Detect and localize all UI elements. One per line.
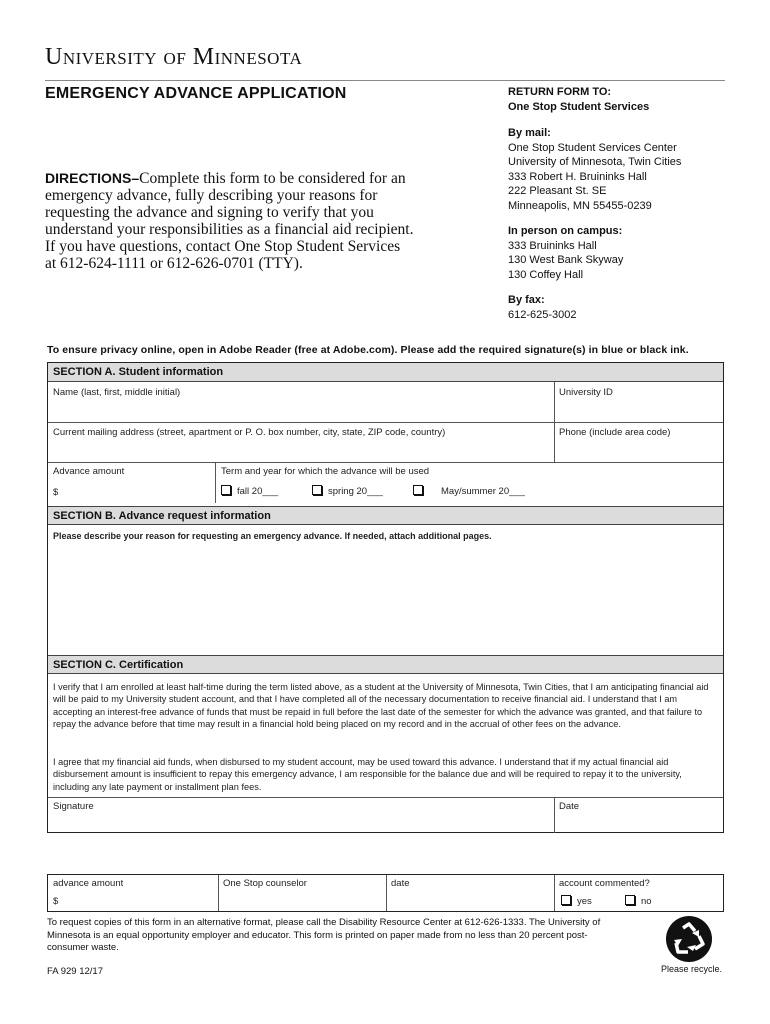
directions-text: Complete this form to be considered for an emergency advance, fully describing your reasons for requesting the advance and signing to verify that you understand your responsibilities as a financial aid recipient. If you have questions, contact One Stop Student Services at 612-624-1111 or 612-626-0701 (TTY). xyxy=(45,170,414,272)
reason-prompt: Please describe your reason for requesting an emergency advance. If needed, attach additional pages. xyxy=(53,531,492,541)
campus-line: 130 West Bank Skyway xyxy=(508,254,624,266)
advance-amount-label: Advance amount xyxy=(53,466,125,477)
divider xyxy=(554,875,555,911)
account-no-option[interactable]: no xyxy=(625,895,652,907)
fax-heading: By fax: xyxy=(508,294,545,306)
divider xyxy=(48,462,723,463)
address-field[interactable] xyxy=(48,423,554,462)
campus-heading: In person on campus: xyxy=(508,225,623,237)
mail-heading: By mail: xyxy=(508,127,551,139)
signature-label: Signature xyxy=(53,801,94,812)
form-number: FA 929 12/17 xyxy=(47,966,103,977)
fall-checkbox[interactable] xyxy=(221,485,231,495)
mail-line: 222 Pleasant St. SE xyxy=(508,185,607,197)
date-label: Date xyxy=(559,801,580,812)
name-field[interactable] xyxy=(48,382,554,422)
name-label: Name (last, first, middle initial) xyxy=(53,387,181,398)
counselor-field[interactable] xyxy=(219,875,386,911)
application-form xyxy=(47,362,724,833)
term-option-fall[interactable]: fall 20___ xyxy=(221,485,278,497)
reason-textarea[interactable] xyxy=(48,545,723,653)
fax-number: 612-625-3002 xyxy=(508,308,577,321)
section-c-header: SECTION C. Certification xyxy=(48,655,723,674)
term-label: Term and year for which the advance will be used xyxy=(221,466,430,477)
spring-checkbox[interactable] xyxy=(312,485,322,495)
account-commented-label: account commented? xyxy=(559,878,650,889)
certification-paragraph-2: I agree that my financial aid funds, when disbursed to my student account, may be used toward this advance. I understand that if my actual financial aid disbursement amount is insufficient to repay this emergency advance, I am responsible for the balance due and will be required to repay it to the university, including any late payment or installment plan fees. xyxy=(53,757,682,792)
mail-line: University of Minnesota, Twin Cities xyxy=(508,156,682,168)
advance-amount-field[interactable] xyxy=(62,481,212,501)
no-checkbox[interactable] xyxy=(625,895,635,905)
mail-line: Minneapolis, MN 55455-0239 xyxy=(508,199,652,212)
office-amount-label: advance amount xyxy=(53,878,124,889)
return-address-block xyxy=(508,85,728,322)
directions-paragraph xyxy=(45,170,415,272)
mail-line: One Stop Student Services Center xyxy=(508,141,677,154)
signature-field[interactable] xyxy=(48,798,554,832)
address-label: Current mailing address (street, apartment or P. O. box number, city, state, ZIP code, country) xyxy=(53,427,446,438)
university-wordmark: University of Minnesota xyxy=(45,44,303,70)
directions-label: DIRECTIONS– xyxy=(45,170,140,186)
office-date-label: date xyxy=(391,878,410,889)
privacy-note: To ensure privacy online, open in Adobe Reader (free at Adobe.com). Please add the required signature(s) in blue or black ink. xyxy=(47,344,689,356)
yes-checkbox[interactable] xyxy=(561,895,571,905)
dollar-sign: $ xyxy=(53,487,59,498)
form-title: EMERGENCY ADVANCE APPLICATION xyxy=(45,85,347,102)
office-dollar-sign: $ xyxy=(53,896,59,907)
summer-checkbox[interactable] xyxy=(413,485,423,495)
term-option-summer[interactable]: May/summer 20___ xyxy=(413,485,525,497)
return-office: One Stop Student Services xyxy=(508,100,650,113)
university-id-field[interactable] xyxy=(555,382,723,422)
section-b-header: SECTION B. Advance request information xyxy=(48,506,723,525)
office-use-box xyxy=(47,874,724,912)
return-heading: RETURN FORM TO: xyxy=(508,86,612,98)
mail-line: 333 Robert H. Bruininks Hall xyxy=(508,170,647,183)
recycle-text: Please recycle. xyxy=(661,964,723,974)
date-field[interactable] xyxy=(555,798,723,832)
office-date-field[interactable] xyxy=(387,875,554,911)
divider xyxy=(215,462,216,503)
section-a-header: SECTION A. Student information xyxy=(48,363,723,382)
university-id-label: University ID xyxy=(559,387,613,398)
counselor-label: One Stop counselor xyxy=(223,878,307,889)
phone-label: Phone (include area code) xyxy=(559,427,671,438)
phone-field[interactable] xyxy=(555,423,723,462)
account-yes-option[interactable]: yes xyxy=(561,895,592,907)
campus-line: 333 Bruininks Hall xyxy=(508,239,597,252)
header-rule xyxy=(45,80,725,81)
office-amount-field[interactable] xyxy=(62,893,212,910)
term-option-spring[interactable]: spring 20___ xyxy=(312,485,383,497)
certification-paragraph-1: I verify that I am enrolled at least half-time during the term listed above, as a student at the University of Minnesota, Twin Cities, that I am anticipating financial aid will be paid to my University student account, and that I have completed all of the necessary documentation to receive financial aid. I understand that I am accepting an interest-free advance of funds that must be repaid in full before the last date of the semester for which the advance was granted, and that failure to repay the advance before that time may result in a financial hold being placed on my record and in the accrual of other fees on the advance. xyxy=(53,682,709,730)
recycle-icon xyxy=(666,916,712,962)
footer-note: To request copies of this form in an alternative format, please call the Disability Resource Center at 612-626-1333. The University of Minnesota is an equal opportunity employer and educator. This form is printed on paper made from no less than 20 percent post-consumer waste. xyxy=(47,917,601,953)
campus-line: 130 Coffey Hall xyxy=(508,268,584,281)
